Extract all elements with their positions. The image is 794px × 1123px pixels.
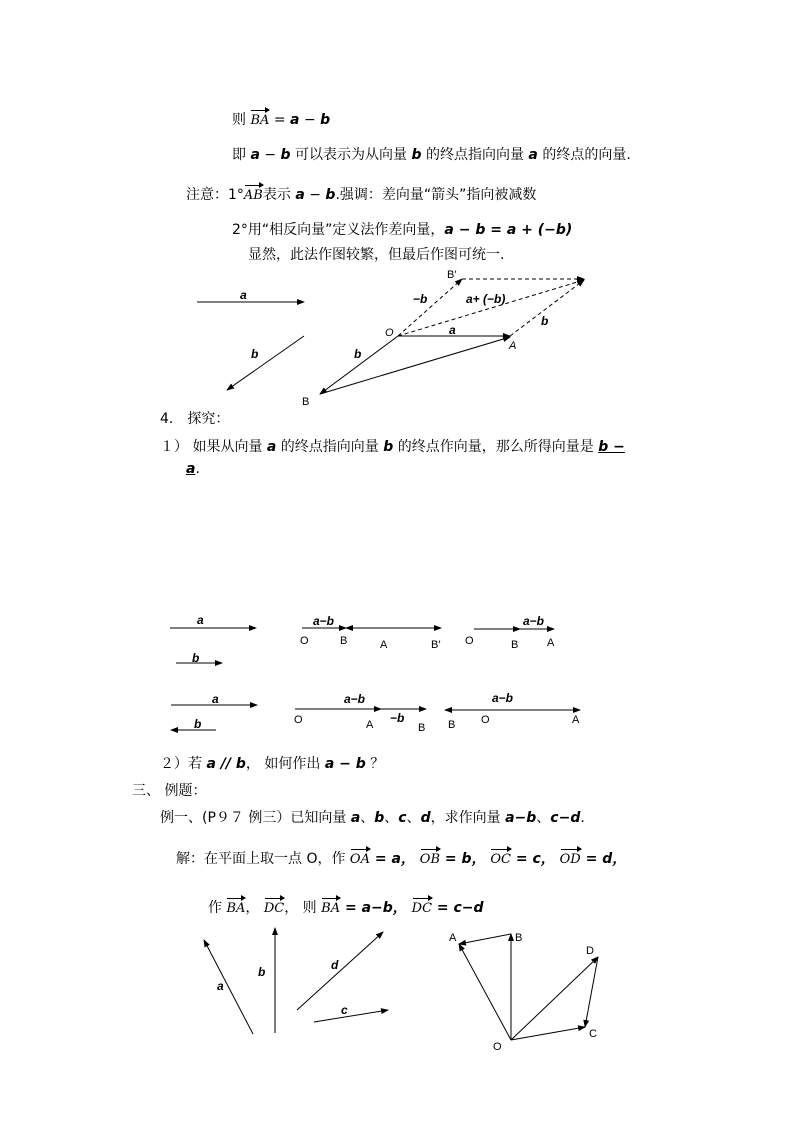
- formula: = a，: [369, 851, 420, 867]
- text: =: [269, 112, 291, 128]
- vector-c-arrow: [314, 1010, 388, 1022]
- text: 注意：1°: [186, 187, 244, 203]
- text: ， 则: [284, 900, 322, 916]
- point-O: O: [385, 327, 394, 339]
- var-b: b: [325, 187, 336, 203]
- vector-dc: DC: [412, 898, 432, 918]
- point-O: O: [294, 714, 303, 726]
- label-b: b: [251, 347, 259, 361]
- vector-ba: BA: [250, 110, 269, 130]
- vector-ob-arrow: [320, 336, 398, 394]
- text: 、: [406, 810, 421, 826]
- vector-ab: AB: [244, 185, 263, 205]
- text: .强调：差向量“箭头”指向被减数: [335, 187, 537, 203]
- vector-d-arrow: [297, 932, 383, 1010]
- text: 显然，此法作图较繁，但最后作图可统一.: [248, 247, 505, 263]
- vector-dc: DC: [264, 898, 284, 918]
- vector-ob: OB: [420, 849, 440, 869]
- vector-ba-arrow: [459, 934, 511, 944]
- point-A: A: [509, 340, 517, 352]
- formula: = b，: [440, 851, 491, 867]
- point-D: D: [586, 945, 594, 957]
- answer-part: a: [186, 461, 196, 477]
- figure-2-labels: [192, 613, 580, 734]
- label-b: b: [194, 717, 202, 731]
- text: −: [259, 147, 281, 163]
- point-A: A: [449, 932, 457, 944]
- point-B: B: [511, 639, 519, 651]
- var-b: b: [383, 439, 394, 455]
- vector-od-arrow: [511, 957, 598, 1040]
- text: 则: [232, 112, 246, 128]
- vector-oa-arrow: [459, 944, 511, 1040]
- label-b: b: [354, 347, 362, 361]
- text: 4． 探究：: [160, 411, 230, 427]
- point-B: B: [340, 635, 348, 647]
- formula: a − b = a + (−b): [444, 222, 573, 238]
- var-b: b: [280, 147, 291, 163]
- label-c: c: [341, 1003, 348, 1017]
- text: 可以表示为从向量: [290, 147, 412, 163]
- formula: = c，: [510, 851, 560, 867]
- point-B-prime: B′: [447, 269, 457, 281]
- label-a: a: [197, 613, 204, 627]
- vector-a-arrow: [204, 940, 253, 1034]
- var-a: a: [266, 439, 277, 455]
- vector-ba: BA: [321, 898, 340, 918]
- point-A: A: [572, 714, 580, 726]
- text: 的终点指向向量: [276, 439, 384, 455]
- label-sum: a+ (−b): [466, 292, 506, 306]
- label-a: a: [240, 288, 247, 302]
- formula: = a−b，: [340, 900, 412, 916]
- point-B: B: [448, 719, 456, 731]
- text: .: [195, 461, 200, 477]
- text: −: [304, 187, 326, 203]
- text: 即: [232, 147, 251, 163]
- text: −: [299, 112, 321, 128]
- label-a: a: [217, 979, 224, 993]
- var-b: b: [320, 112, 331, 128]
- text: 的终点指向向量: [421, 147, 529, 163]
- text: ，求作向量: [430, 810, 506, 826]
- text: 表示: [262, 187, 296, 203]
- figure-example: [204, 928, 598, 1040]
- var-a: a: [295, 187, 305, 203]
- vector-od: OD: [560, 849, 581, 869]
- text: ？: [365, 756, 385, 772]
- vector-oa: OA: [350, 849, 370, 869]
- label-a: a: [212, 692, 219, 706]
- text: １） 如果从向量: [160, 439, 267, 455]
- point-O: O: [481, 714, 490, 726]
- formula: = d，: [580, 851, 627, 867]
- point-B: B: [418, 722, 426, 734]
- label-d: d: [331, 958, 339, 972]
- vector-ba: BA: [226, 898, 245, 918]
- text: 解：在平面上取一点 O，作: [176, 851, 350, 867]
- label-amb: a−b: [313, 614, 335, 628]
- point-O: O: [300, 635, 309, 647]
- point-C: C: [589, 1028, 597, 1040]
- point-A: A: [547, 637, 555, 649]
- text: ， 如何作出: [245, 756, 325, 772]
- point-B: B: [515, 932, 523, 944]
- text: 的终点的向量.: [537, 147, 631, 163]
- point-A: A: [366, 719, 374, 731]
- var-a: a: [528, 147, 538, 163]
- text: 的终点作向量，那么所得向量是: [393, 439, 599, 455]
- var-b: b: [374, 810, 385, 826]
- text: 、: [360, 810, 375, 826]
- text: 2°用“相反向量”定义法作差向量，: [232, 222, 445, 238]
- figure-collinear-cases: [170, 628, 580, 730]
- formula: c−d: [550, 810, 581, 826]
- label-b: b: [258, 965, 266, 979]
- label-a: a: [449, 323, 456, 337]
- label-b: b: [192, 651, 200, 665]
- point-O: O: [465, 635, 474, 647]
- var-a: a: [350, 810, 361, 826]
- var-a: a: [290, 112, 300, 128]
- var-b: b: [411, 147, 422, 163]
- text: 三、 例题：: [132, 783, 207, 799]
- text: 作: [208, 900, 227, 916]
- text: 例一、(P９７ 例三）已知向量: [160, 810, 351, 826]
- point-B: B: [302, 396, 310, 408]
- answer-part: b −: [598, 439, 625, 455]
- point-O: O: [493, 1041, 502, 1053]
- label-neg-b: −b: [413, 292, 428, 306]
- vector-oc: OC: [490, 849, 511, 869]
- var-c: c: [398, 810, 407, 826]
- text: .: [580, 810, 585, 826]
- var-d: d: [420, 810, 431, 826]
- formula: a − b: [324, 756, 366, 772]
- text: 、: [536, 810, 551, 826]
- formula: a // b: [206, 756, 246, 772]
- text: ，: [245, 900, 264, 916]
- label-b: b: [541, 314, 549, 328]
- label-amb: a−b: [523, 614, 545, 628]
- label-neg-b: −b: [390, 711, 405, 725]
- point-B-prime: B′: [431, 639, 441, 651]
- var-a: a: [250, 147, 260, 163]
- vector-b-arrow: [227, 336, 304, 390]
- formula: a−b: [505, 810, 537, 826]
- label-amb: a−b: [492, 691, 514, 705]
- text: 、: [384, 810, 399, 826]
- label-amb: a−b: [344, 692, 366, 706]
- vector-ba-arrow: [320, 337, 510, 394]
- formula: = c−d: [432, 900, 484, 916]
- text: ２）若: [160, 756, 207, 772]
- vector-sum-arrow: [398, 280, 584, 336]
- point-A: A: [380, 639, 388, 651]
